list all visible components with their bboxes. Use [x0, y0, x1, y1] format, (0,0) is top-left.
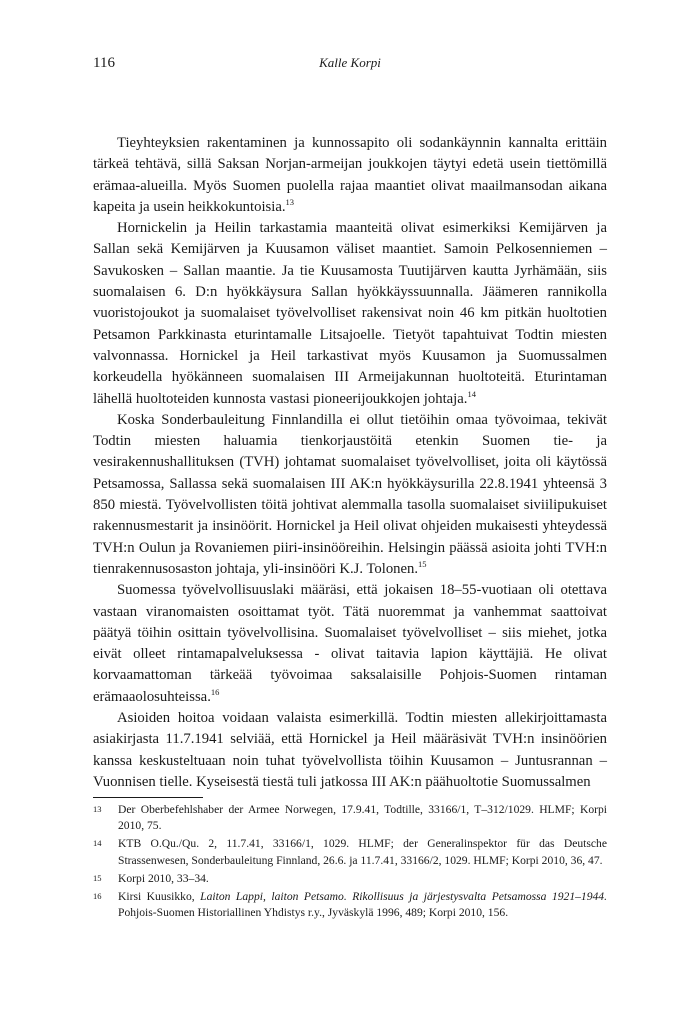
footnotes [93, 802, 607, 923]
note-reference: 14 [467, 388, 476, 399]
page-number: 116 [93, 55, 115, 71]
footnote [93, 836, 607, 869]
footnote-number: 15 [93, 872, 102, 883]
note-reference: 16 [210, 686, 220, 697]
paragraph [93, 218, 607, 410]
paragraph [93, 133, 607, 218]
paragraph-text: Hornickelin ja Heilin tarkastamia maanteitä olivat esimerkiksi Kemijärven ja Sallan sekä Kemijärven ja Kuusamon väliset maantiet. Samoin Pelkosenniemen – Savukosken – Sallan maantie. Ja tie Kuusamosta Tuutijärven kautta Jyrhämään, siis suomalaisen 6. D:n hyökkäysura Sallan hyökkäyssuunnalla. Jäämeren rannikolla vuoristojoukot ja suomalaiset työvelvolliset rakensivat noin 46 km pitkän huoltotien Petsamon Parkkinasta eturintamalle Litsajoelle. Tietyöt tapahtuivat Todtin miesten valvonnassa. Hornickel ja Heil tarkastivat myös Kuusamon ja Suomussalmen korkeudella hyökänneen suomalaisen III Armeijakunnan huoltoteitä. Eturintaman lähellä huoltoteiden kunnosta vastasi pioneerijoukkojen johtaja. [93, 220, 607, 407]
footnote [93, 802, 607, 835]
note-reference: 13 [285, 197, 295, 207]
paragraph [93, 708, 607, 793]
footnote-number: 14 [93, 838, 102, 849]
footnote-divider [93, 797, 203, 798]
footnote-text: Kirsi Kuusikko, [118, 889, 201, 903]
paragraph [93, 410, 607, 580]
page-header [93, 55, 607, 75]
paragraph-text: Koska Sonderbauleitung Finnlandilla ei ollut tietöihin omaa työvoimaa, tekivät Todtin miesten haluamia tienkorjaustöitä etenkin Suomen tie- ja vesirakennushallituksen (TVH) johtamat suomalaiset työvelvolliset, joita oli käytössä Petsamossa, Sallassa sekä suomalaisen III AK:n hyökkäysurilla 22.8.1941 yhteensä 3 850 miestä. Työvelvollisten töitä johtivat alemmalla tasolla suomalaiset siviilipukuiset rakennusmestarit ja insinöörit. Hornickel ja Heil olivat ohjeiden mukaisesti yhteydessä TVH:n Oulun ja Rovaniemen piiri-insinööreihin. Helsingin päässä asioita johti TVH:n tienrakennusosaston johtaja, yli-insinööri K.J. Tolonen. [93, 411, 607, 577]
running-head: Kalle Korpi [319, 55, 381, 70]
footnote [93, 889, 607, 922]
body-text [93, 133, 607, 793]
paragraph-text: Tieyhteyksien rakentaminen ja kunnossapito oli sodankäynnin kannalta erittäin tärkeä tehtävä, sillä Saksan Norjan-armeijan joukkojen täytyi edetä usein tiettömillä erämaa-alueilla. Myös Suomen puolella rajaa maantiet olivat maailmansodan aikana kapeita ja usein heikkokuntoisia. [93, 135, 607, 215]
footnote [93, 871, 607, 887]
footnote-text: Korpi 2010, 33–34. [118, 871, 209, 885]
footnote-text: Pohjois-Suomen Historiallinen Yhdistys r.y., Jyväskylä 1996, 489; Korpi 2010, 156. [118, 905, 509, 919]
footnote-number: 13 [93, 804, 102, 814]
paragraph-text: Suomessa työvelvollisuuslaki määräsi, että jokaisen 18–55-vuotiaan oli otettava vastaan viranomaisten osoittamat työt. Tätä nuoremmat ja vanhemmat saattoivat päätyä töihin osittain työvelvollisina. Suomalaiset työvelvolliset – siis miehet, jotka eivät olleet rintamapalveluksessa - olivat taitavia lapion käyttäjiä. He olivat korvaamattoman tärkeää työvoimaa saksalaisille Pohjois-Suomen rintaman erämaaolosuhteissa. [93, 582, 607, 705]
paragraph [93, 580, 607, 708]
paragraph-text: Asioiden hoitoa voidaan valaista esimerkillä. Todtin miesten allekirjoittamasta asiakirjasta 11.7.1941 selviää, että Hornickel ja Heil määräsivät TVH:n insinöörien kanssa keskusteltuaan noin tuhat työvelvollista töihin Kuusamon – Juntusrannan – Vuonnisen tielle. Kyseisestä tiestä tuli jatkossa III AK:n päähuoltotie Suomussalmen [93, 710, 607, 790]
footnote-title: Laiton Lappi, laiton Petsamo. Rikollisuus ja järjestysvalta Petsamossa 1921–1944. [200, 889, 607, 903]
footnote-number: 16 [93, 890, 102, 901]
footnote-text: Der Oberbefehlshaber der Armee Norwegen, 17.9.41, Todtille, 33166/1, T–312/1029. HLMF; Korpi 2010, 75. [118, 803, 607, 833]
note-reference: 15 [418, 559, 427, 570]
footnote-text: KTB O.Qu./Qu. 2, 11.7.41, 33166/1, 1029. HLMF; der Generalinspektor für das Deutsche Strassenwesen, Sonderbauleitung Finnland, 26.6. ja 11.7.41, 33166/2, 1029. HLMF; Korpi 2010, 36, 47. [118, 837, 607, 867]
